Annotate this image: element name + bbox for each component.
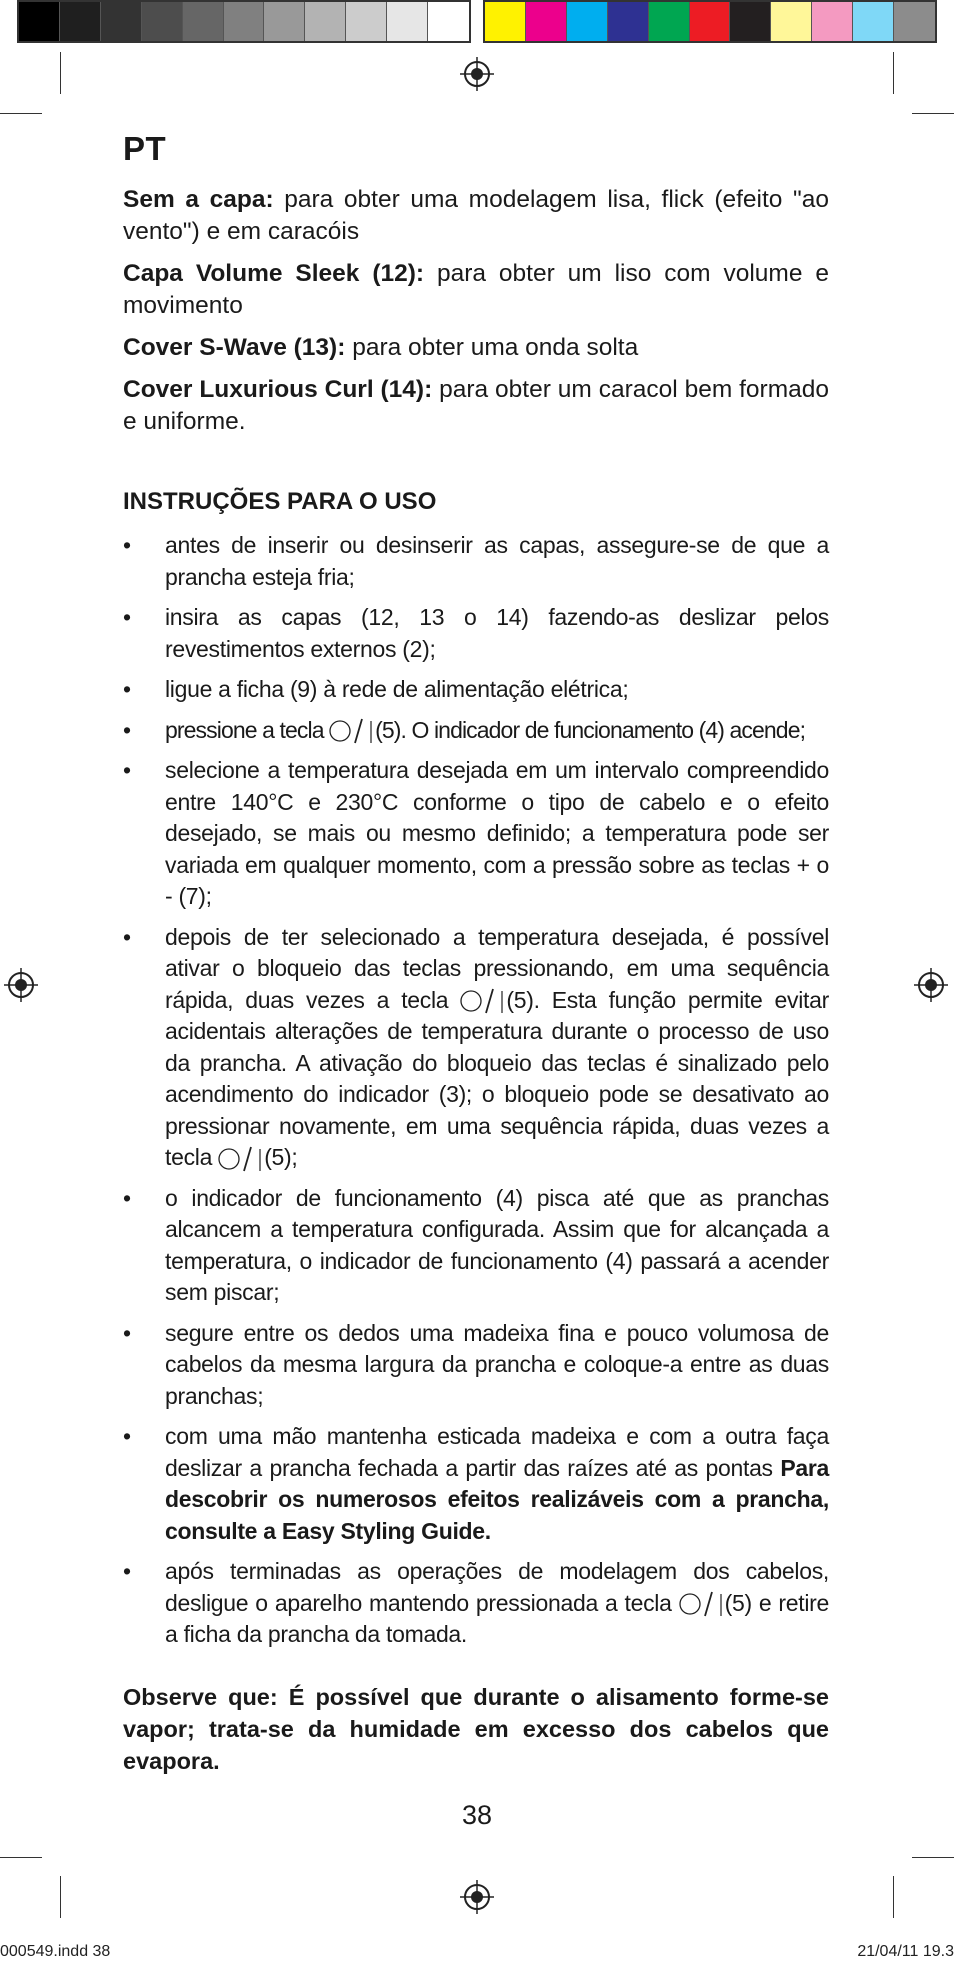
color-swatch [183,2,224,41]
list-item [123,1183,829,1309]
item-text: (5). Esta função permite evitar acidentais alterações de temperatura durante o processo de uso da prancha. A ativação do bloqueio das teclas é sinalizado pelo acendimento do indicador (3); o bloqueio pode se desativato ao pressionar novamente, em uma sequência rápida, duas vezes a tecla [165,986,830,1170]
intro-text: para obter um caracol bem formado e uniforme. [123,376,829,435]
intro-paragraph [123,258,829,322]
registration-mark-icon [914,968,948,1002]
list-item [123,715,829,747]
item-text: (5); [264,1144,298,1170]
item-text: (5) e retire a ficha da prancha da tomada. [165,1589,829,1647]
color-swatch [812,2,853,41]
item-text: (5). O indicador de funcionamento (4) acende; [375,716,806,743]
color-swatch [142,2,183,41]
color-swatch [224,2,265,41]
bullet: • [123,716,131,743]
color-swatch [346,2,387,41]
crop-mark [893,1876,894,1918]
bullet: • [123,1423,131,1449]
color-swatch [101,2,142,41]
item-emphasis: Para descobrir os numerosos efeitos realizáveis com a prancha, consulte a Easy Styling Guide. [165,1454,830,1544]
crop-mark [912,1857,954,1858]
item-text: com uma mão mantenha esticada madeixa e com a outra faça deslizar a prancha fechada a partir das raízes até as pontas [165,1423,829,1481]
process-color-bar [483,0,937,43]
bullet: • [123,1558,131,1584]
color-swatch [428,2,469,41]
intro-term: Capa Volume Sleek (12): [123,260,425,287]
color-swatch [690,2,731,41]
grayscale-color-bar [17,0,471,43]
crop-mark [60,52,61,94]
section-title: INSTRUÇÕES PARA O USO [123,488,437,515]
registration-mark-icon [4,968,38,1002]
bullet: • [123,757,131,783]
intro-paragraph [123,374,829,438]
color-swatch [264,2,305,41]
intro-term: Sem a capa: [123,186,274,213]
page-content [123,130,829,1777]
registration-mark-icon [460,1880,494,1914]
list-item [123,674,829,706]
crop-mark [912,113,954,114]
instruction-list [123,530,829,1651]
intro-text: para obter uma onda solta [345,334,639,361]
list-item [123,530,829,593]
list-item [123,602,829,665]
color-swatch [853,2,894,41]
intro-term: Cover Luxurious Curl (14): [123,376,433,403]
intro-text: para obter um liso com volume e movimento [123,260,829,319]
crop-mark [893,52,894,94]
list-item [123,1318,829,1413]
color-swatch [387,2,428,41]
color-swatch [649,2,690,41]
item-text: segure entre os dedos uma madeixa fina e pouco volumosa de cabelos da mesma largura da prancha e coloque-a entre as duas pranchas; [165,1319,829,1409]
date-slug: 21/04/11 19.3 [857,1943,954,1960]
color-swatch [771,2,812,41]
color-swatch [60,2,101,41]
crop-mark [0,1857,42,1858]
file-slug: 000549.indd 38 [0,1943,111,1960]
power-button-icon [218,1145,264,1173]
list-item [123,922,829,1174]
bullet: • [123,604,131,630]
page-number: 38 [461,1800,493,1830]
color-swatch [730,2,771,41]
item-text: o indicador de funcionamento (4) pisca até que as pranchas alcancem a temperatura configurada. Assim que for alcançada a temperatura, o indicador de funcionamento (4) passará a acender sem piscar; [165,1184,829,1305]
language-heading: PT [123,130,167,167]
bullet: • [123,923,131,950]
item-text: pressione a tecla [165,716,324,743]
bullet: • [123,676,131,702]
intro-text: para obter uma modelagem lisa, flick (efeito "ao vento") e em caracóis [123,186,830,245]
color-swatch [608,2,649,41]
intro-paragraph [123,184,829,248]
registration-mark-icon [460,57,494,91]
power-button-icon [460,987,506,1015]
item-text: ligue a ficha (9) à rede de alimentação elétrica; [165,676,629,702]
power-button-icon [329,717,375,745]
color-swatch [305,2,346,41]
color-swatch [19,2,60,41]
item-text: selecione a temperatura desejada em um intervalo compreendido entre 140°C e 230°C conforme o tipo de cabelo e o efeito desejado, se mais ou mesmo definido; a temperatura pode ser variada em qualquer momento, com a pressão sobre as teclas + o - (7); [165,757,829,909]
bullet: • [123,1319,131,1346]
crop-mark [0,113,42,114]
power-button-icon [679,1590,725,1618]
crop-mark [60,1876,61,1918]
list-item [123,755,829,913]
bullet: • [123,1184,131,1211]
list-item [123,1556,829,1651]
item-text: insira as capas (12, 13 o 14) fazendo-as deslizar pelos revestimentos externos (2); [165,604,829,662]
color-swatch [485,2,526,41]
bullet: • [123,532,131,558]
color-swatch [526,2,567,41]
item-text: depois de ter selecionado a temperatura desejada, é possível ativar o bloqueio das teclas pressionando, em uma sequência rápida, duas vezes a tecla [165,923,829,1013]
color-swatch [894,2,935,41]
item-text: antes de inserir ou desinserir as capas, assegure-se de que a prancha esteja fria; [165,532,829,590]
intro-term: Cover S-Wave (13): [123,334,346,361]
note-paragraph: Observe que: É possível que durante o alisamento forme-se vapor; trata-se da humidade em excesso dos cabelos que evapora. [123,1683,829,1774]
list-item [123,1421,829,1547]
intro-paragraph [123,332,829,364]
item-text: após terminadas as operações de modelagem dos cabelos, desligue o aparelho mantendo pressionada a tecla [165,1558,829,1616]
color-swatch [567,2,608,41]
